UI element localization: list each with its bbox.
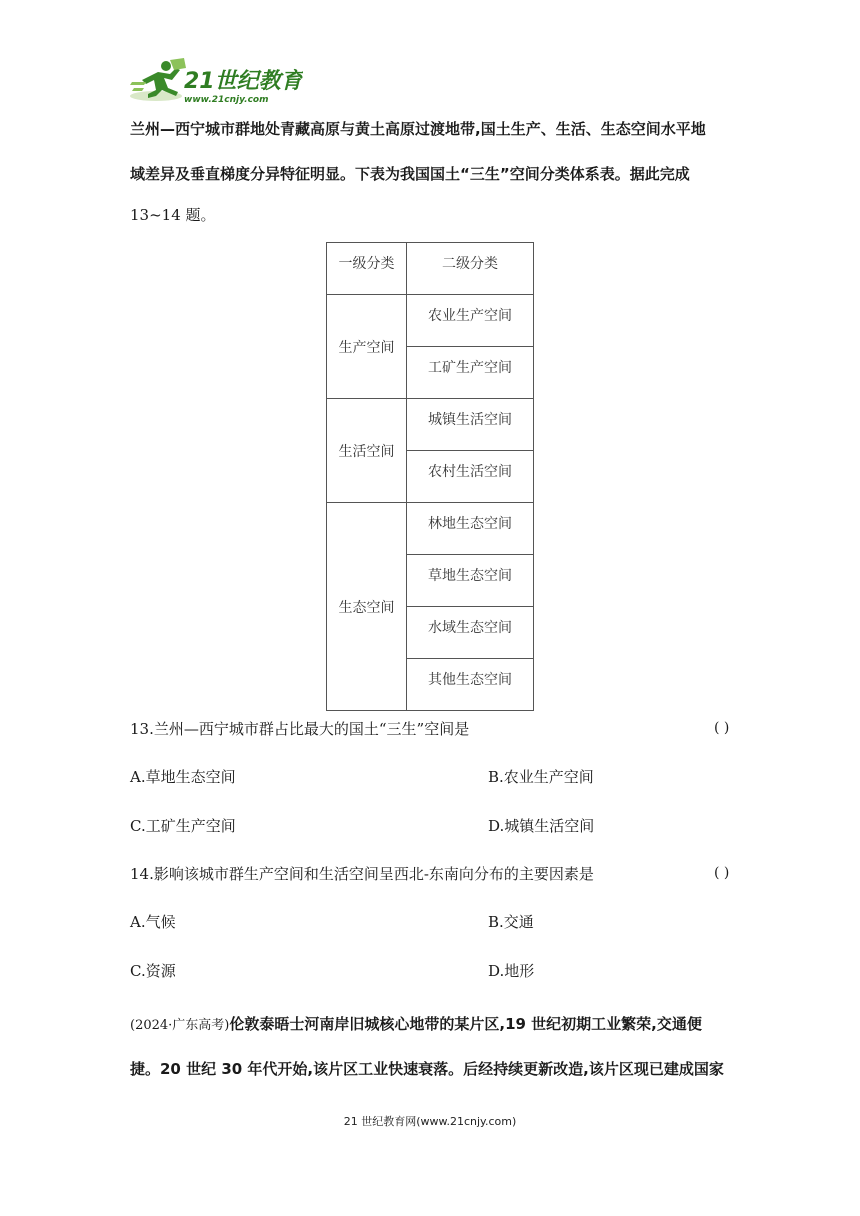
option-b: B.农业生产空间: [488, 768, 594, 786]
site-logo: [128, 58, 303, 106]
table-row: [327, 503, 534, 555]
secondary-category-cell: 其他生态空间: [407, 659, 534, 711]
secondary-category-cell: 水域生态空间: [407, 607, 534, 659]
passage-text: 伦敦泰晤士河南岸旧城核心地带的某片区,19 世纪初期工业繁荣,交通便: [229, 1015, 702, 1033]
primary-category-cell: 生活空间: [327, 399, 407, 503]
secondary-category-cell: 草地生态空间: [407, 555, 534, 607]
option-a: A.气候: [130, 913, 176, 931]
passage-2-line-1: [130, 1014, 730, 1036]
secondary-category-cell: 工矿生产空间: [407, 347, 534, 399]
answer-blank: ( ): [714, 720, 730, 736]
table-header-cell: 一级分类: [327, 243, 407, 295]
table-row: [327, 295, 534, 347]
table-row: [327, 399, 534, 451]
secondary-category-cell: 林地生态空间: [407, 503, 534, 555]
svg-text:21世纪教育: 21世纪教育: [184, 69, 303, 94]
runner-logo-icon: [128, 58, 303, 106]
passage-2-line-2: 捷。20 世纪 30 年代开始,该片区工业快速衰落。后经持续更新改造,该片区现已建成国家: [130, 1060, 724, 1078]
option-c: C.资源: [130, 962, 176, 980]
option-d: D.地形: [488, 962, 535, 980]
table-header-cell: 二级分类: [407, 243, 534, 295]
option-c: C.工矿生产空间: [130, 817, 236, 835]
page-footer: 21 世纪教育网(www.21cnjy.com): [343, 1115, 517, 1128]
primary-category-cell: 生产空间: [327, 295, 407, 399]
option-b: B.交通: [488, 913, 534, 931]
svg-text:www.21cnjy.com: www.21cnjy.com: [184, 95, 269, 105]
option-d: D.城镇生活空间: [488, 817, 595, 835]
primary-category-cell: 生态空间: [327, 503, 407, 711]
secondary-category-cell: 农村生活空间: [407, 451, 534, 503]
table-header-row: [327, 243, 534, 295]
answer-blank: ( ): [714, 865, 730, 881]
intro-line-2: 域差异及垂直梯度分异特征明显。下表为我国国土“三生”空间分类体系表。据此完成: [130, 165, 690, 183]
option-a: A.草地生态空间: [130, 768, 236, 786]
question-14-stem: 14.影响该城市群生产空间和生活空间呈西北-东南向分布的主要因素是: [130, 865, 594, 883]
secondary-category-cell: 农业生产空间: [407, 295, 534, 347]
classification-table: [326, 242, 534, 711]
intro-line-1: 兰州—西宁城市群地处青藏高原与黄土高原过渡地带,国土生产、生活、生态空间水平地: [130, 120, 706, 138]
question-13-stem: 13.兰州—西宁城市群占比最大的国土“三生”空间是: [130, 720, 470, 738]
passage-source: (2024·广东高考): [130, 1018, 230, 1033]
secondary-category-cell: 城镇生活空间: [407, 399, 534, 451]
intro-line-3: 13~14 题。: [130, 206, 216, 224]
